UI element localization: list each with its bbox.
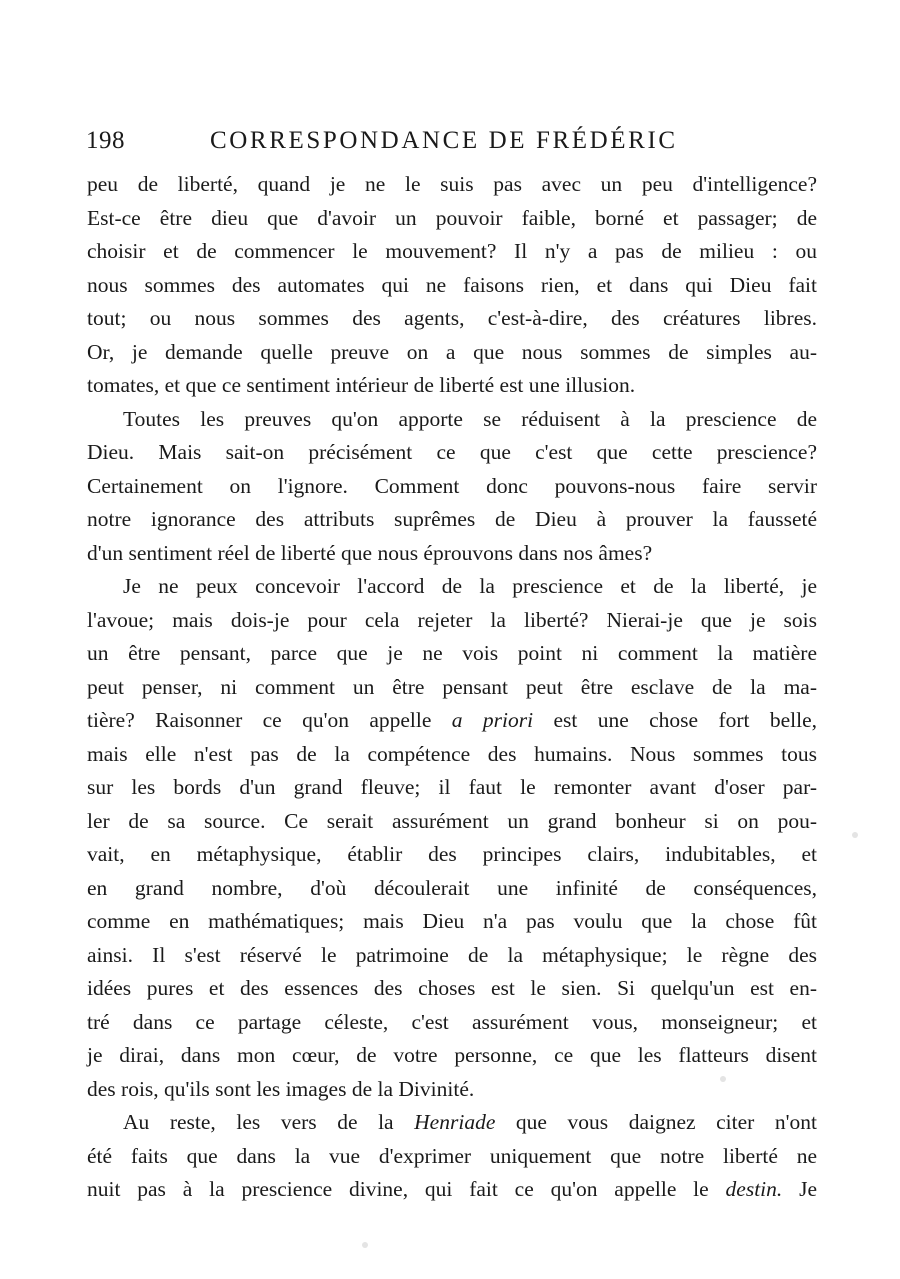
text-line: vait, en métaphysique, établir des principes clairs, indubitables, et: [87, 842, 817, 866]
text-run: tière? Raisonner ce qu'on appelle: [87, 708, 452, 732]
text-line: en grand nombre, d'où découlerait une infinité de conséquences,: [87, 875, 817, 900]
text-line: ler de sa source. Ce serait assurément un grand bonheur si on pou-: [87, 808, 817, 833]
paragraph: [87, 403, 817, 571]
text-line: nous sommes des automates qui ne faisons rien, et dans qui Dieu fait: [87, 272, 817, 297]
text-line: des rois, qu'ils sont les images de la Divinité.: [87, 1076, 475, 1101]
text-run: nuit pas à la prescience divine, qui fait ce qu'on appelle le: [87, 1177, 726, 1201]
text-line: Dieu. Mais sait-on précisément ce que c'est que cette prescience?: [87, 440, 817, 464]
text-line: idées pures et des essences des choses est le sien. Si quelqu'un est en-: [87, 976, 817, 1000]
running-title: CORRESPONDANCE DE FRÉDÉRIC: [210, 127, 678, 154]
paragraph: [87, 1106, 817, 1207]
text-run: que vous daignez citer n'ont: [495, 1110, 817, 1134]
text-line: peu de liberté, quand je ne le suis pas avec un peu d'intelligence?: [87, 172, 817, 196]
scan-speck: [852, 832, 858, 838]
text-line: notre ignorance des attributs suprêmes de Dieu à prouver la fausseté: [87, 507, 817, 531]
text-line: tout; ou nous sommes des agents, c'est-à-dire, des créatures libres.: [87, 306, 817, 330]
page-number: 198: [86, 127, 125, 154]
text-line: Je ne peux concevoir l'accord de la prescience et de la liberté, je: [123, 574, 817, 598]
text-run: est une chose fort belle,: [533, 708, 818, 732]
text-line-with-italic: [87, 1173, 817, 1207]
text-line: je dirai, dans mon cœur, de votre personne, ce que les flatteurs disent: [87, 1043, 817, 1067]
paragraph: [87, 570, 817, 1106]
text-line: mais elle n'est pas de la compétence des humains. Nous sommes tous: [87, 741, 817, 766]
text-line: Certainement on l'ignore. Comment donc pouvons-nous faire servir: [87, 473, 817, 498]
text-line: tomates, et que ce sentiment intérieur de liberté est une illusion.: [87, 373, 636, 397]
text-line: l'avoue; mais dois-je pour cela rejeter la liberté? Nierai-je que je sois: [87, 607, 817, 632]
text-line: comme en mathématiques; mais Dieu n'a pas voulu que la chose fût: [87, 909, 817, 933]
italic-phrase: a priori: [451, 708, 534, 732]
text-line: un être pensant, parce que je ne vois point ni comment la matière: [87, 641, 817, 665]
scan-speck: [720, 1076, 726, 1082]
text-line: choisir et de commencer le mouvement? Il n'y a pas de milieu : ou: [87, 239, 817, 263]
text-line: sur les bords d'un grand fleuve; il faut le remonter avant d'oser par-: [87, 775, 817, 799]
text-line: Or, je demande quelle preuve on a que nous sommes de simples au-: [87, 339, 817, 364]
text-line: Toutes les preuves qu'on apporte se réduisent à la prescience de: [123, 406, 817, 431]
text-line: été faits que dans la vue d'exprimer uniquement que notre liberté ne: [87, 1143, 817, 1168]
scan-speck: [362, 1242, 368, 1248]
text-line-with-italic: [87, 704, 817, 738]
text-line-with-italic: [87, 1106, 817, 1140]
text-line: peut penser, ni comment un être pensant peut être esclave de la ma-: [87, 674, 817, 699]
text-run: Au reste, les vers de la: [123, 1110, 415, 1134]
italic-title: Henriade: [414, 1110, 496, 1134]
text-line: Est-ce être dieu que d'avoir un pouvoir faible, borné et passager; de: [87, 205, 817, 230]
text-line: d'un sentiment réel de liberté que nous éprouvons dans nos âmes?: [87, 540, 653, 565]
text-run: Je: [782, 1177, 817, 1201]
paragraph: [87, 168, 817, 403]
text-line: ainsi. Il s'est réservé le patrimoine de la métaphysique; le règne des: [87, 942, 817, 967]
running-head: [86, 123, 826, 159]
text-line: tré dans ce partage céleste, c'est assurément vous, monseigneur; et: [87, 1009, 817, 1034]
body-text: [87, 168, 817, 1207]
italic-word: destin.: [725, 1177, 783, 1201]
